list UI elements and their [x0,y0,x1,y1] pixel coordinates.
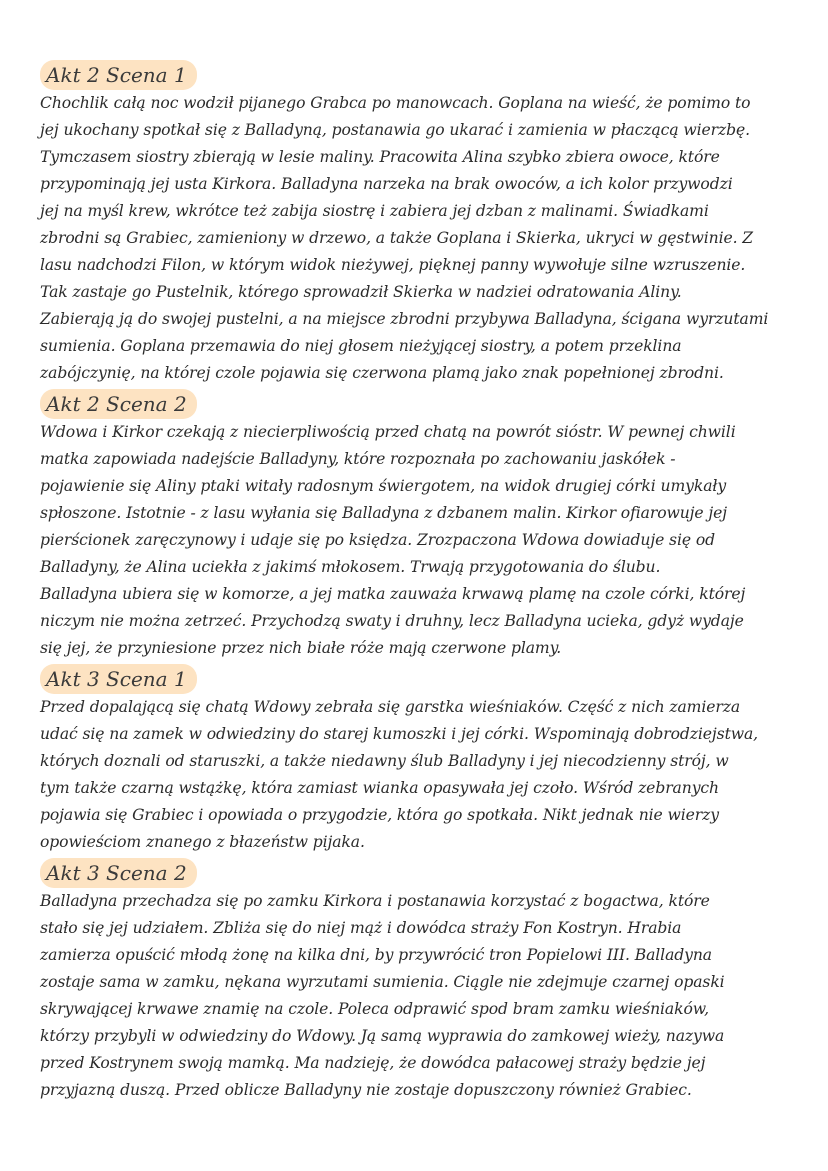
summary-text-line: których doznali od staruszki, a także niedawny ślub Balladyny i jej niecodzienny strój, w [40,752,729,770]
summary-text-line: pierścionek zaręczynowy i udaje się po księdza. Zrozpaczona Wdowa dowiaduje się od [40,531,716,549]
scene-section [40,387,784,662]
summary-text-line: Balladyny, że Alina uciekła z jakimś młokosem. Trwają przygotowania do ślubu. [40,558,661,576]
summary-text-line: zamierza opuścić młodą żonę na kilka dni, by przywrócić tron Popielowi III. Balladyna [40,946,712,964]
summary-text-line: jej na myśl krew, wkrótce też zabija siostrę i zabiera jej dzban z malinami. Świadkami [40,202,709,220]
summary-text-line: przyjazną duszą. Przed oblicze Balladyny nie zostaje dopuszczony również Grabiec. [40,1081,692,1099]
summary-text-line: spłoszone. Istotnie - z lasu wyłania się Balladyna z dzbanem malin. Kirkor ofiarowuje jej [40,504,728,522]
summary-text-line: tym także czarną wstążkę, która zamiast wianka opasywała jej czoło. Wśród zebranych [40,779,719,797]
summary-text-line: stało się jej udziałem. Zbliża się do niej mąż i dowódca straży Fon Kostryn. Hrabia [40,919,682,937]
scene-section [40,58,784,387]
scene-section [40,662,784,856]
summary-text-line: Wdowa i Kirkor czekają z niecierpliwością przed chatą na powrót sióstr. W pewnej chwili [40,423,736,441]
summary-text-line: zostaje sama w zamku, nękana wyrzutami sumienia. Ciągle nie zdejmuje czarnej opaski [40,973,725,991]
scene-heading: Akt 2 Scena 2 [40,389,197,419]
summary-text-line: się jej, że przyniesione przez nich białe róże mają czerwone plamy. [40,639,562,657]
summary-text-line: pojawienie się Aliny ptaki witały radosnym świergotem, na widok drugiej córki umykały [40,477,727,495]
summary-text-line: Tak zastaje go Pustelnik, którego sprowadził Skierka w nadziei odratowania Aliny. [40,283,682,301]
summary-text-line: Zabierają ją do swojej pustelni, a na miejsce zbrodni przybywa Balladyna, ścigana wyrzutami [40,310,769,328]
summary-text-line: skrywającej krwawe znamię na czole. Poleca odprawić spod bram zamku wieśniaków, [40,1000,710,1018]
summary-text-line: niczym nie można zetrzeć. Przychodzą swaty i druhny, lecz Balladyna ucieka, gdyż wydaje [40,612,744,630]
summary-text-line: Balladyna ubiera się w komorze, a jej matka zauważa krwawą plamę na czole córki, której [40,585,746,603]
summary-text-line: Tymczasem siostry zbierają w lesie maliny. Pracowita Alina szybko zbiera owoce, które [40,148,720,166]
summary-text-line: matka zapowiada nadejście Balladyny, które rozpoznała po zachowaniu jaskółek - [40,450,676,468]
scene-section [40,856,784,1104]
scene-heading: Akt 3 Scena 1 [40,664,197,694]
summary-text-line: przed Kostrynem swoją mamką. Ma nadzieję, że dowódca pałacowej straży będzie jej [40,1054,706,1072]
scene-heading: Akt 3 Scena 2 [40,858,197,888]
summary-text-line: zbrodni są Grabiec, zamieniony w drzewo, a także Goplana i Skierka, ukryci w gęstwinie. Z [40,229,754,247]
summary-text-line: Przed dopalającą się chatą Wdowy zebrała się garstka wieśniaków. Część z nich zamierza [40,698,741,716]
summary-text-line: Chochlik całą noc wodził pijanego Grabca po manowcach. Goplana na wieść, że pomimo to [40,94,751,112]
summary-text-line: zabójczynię, na której czole pojawia się czerwona plamą jako znak popełnionej zbrodni. [40,364,724,382]
summary-text-line: przypominają jej usta Kirkora. Balladyna narzeka na brak owoców, a ich kolor przywodzi [40,175,733,193]
summary-text-line: jej ukochany spotkał się z Balladyną, postanawia go ukarać i zamienia w płaczącą wierzbę. [40,121,750,139]
summary-text-line: sumienia. Goplana przemawia do niej głosem nieżyjącej siostry, a potem przeklina [40,337,682,355]
scene-heading: Akt 2 Scena 1 [40,60,197,90]
summary-text-line: Balladyna przechadza się po zamku Kirkora i postanawia korzystać z bogactwa, które [40,892,710,910]
summary-text-line: lasu nadchodzi Filon, w którym widok nieżywej, pięknej panny wywołuje silne wzruszenie. [40,256,746,274]
summary-text-line: udać się na zamek w odwiedziny do starej kumoszki i jej córki. Wspominają dobrodziejstwa, [40,725,759,743]
document-content [40,58,784,1104]
summary-text-line: opowieściom znanego z błazeństw pijaka. [40,833,365,851]
summary-text-line: pojawia się Grabiec i opowiada o przygodzie, która go spotkała. Nikt jednak nie wierzy [40,806,719,824]
summary-text-line: którzy przybyli w odwiedziny do Wdowy. Ją samą wyprawia do zamkowej wieży, nazywa [40,1027,725,1045]
